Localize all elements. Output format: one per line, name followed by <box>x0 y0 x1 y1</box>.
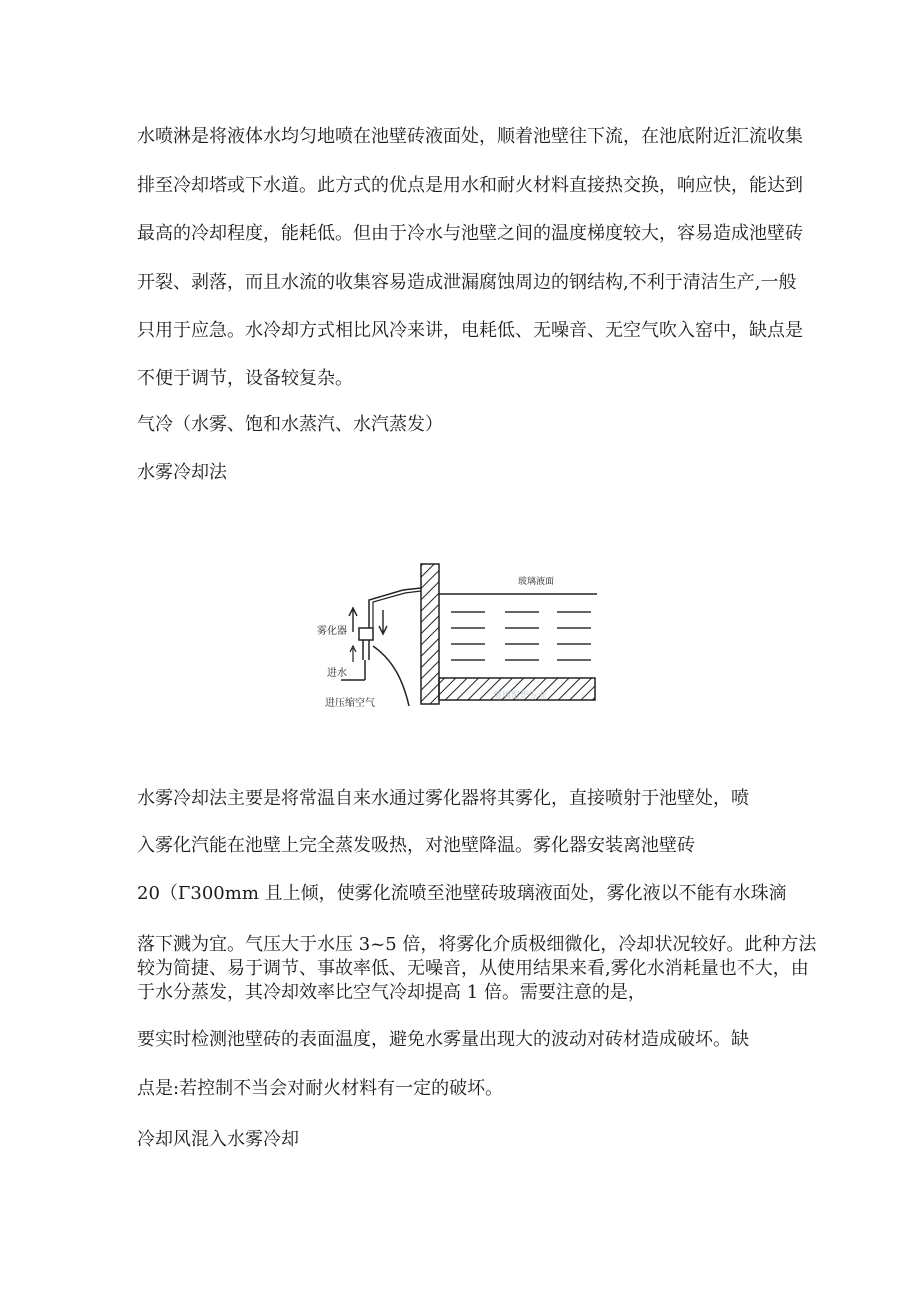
paragraph1-line: 水喷淋是将液体水均匀地喷在池壁砖液面处，顺着池壁往下流，在池底附近汇流收集 <box>137 126 803 147</box>
up-arrow <box>349 608 357 632</box>
heading-air-cooling: 气冷（水雾、饱和水蒸汽、水汽蒸发） <box>137 414 443 435</box>
heading-mixed-cooling: 冷却风混入水雾冷却 <box>137 1129 299 1150</box>
paragraph1-line: 排至冷却塔或下水道。此方式的优点是用水和耐火材料直接热交换，响应快，能达到 <box>137 175 803 196</box>
pool-wall <box>421 564 439 704</box>
paragraph1-line: 不便于调节，设备较复杂。 <box>137 368 353 389</box>
paragraph2-line: 较为简捷、易于调节、事故率低、无噪音，从使用结果来看,雾化水消耗量也不大，由 <box>137 958 809 979</box>
paragraph2-line: 20（Γ300mm 且上倾，使雾化流喷至池壁砖玻璃液面处，雾化液以不能有水珠滴 <box>137 883 787 904</box>
compressed-air-label: 进压缩空气 <box>325 698 375 709</box>
atomizer-label: 雾化器 <box>317 626 347 637</box>
paragraph2-line: 点是:若控制不当会对耐火材料有一定的破坏。 <box>137 1078 504 1099</box>
paragraph2-line: 要实时检测池壁砖的表面温度，避免水雾量出现大的波动对砖材造成破坏。缺 <box>137 1029 749 1050</box>
glass-surface-label: 玻璃液面 <box>518 577 555 587</box>
compressed-air-line <box>373 646 409 706</box>
paragraph2-line: 于水分蒸发，其冷却效率比空气冷却提高 1 倍。需要注意的是， <box>137 982 646 1003</box>
paragraph2-line: 入雾化汽能在池壁上完全蒸发吸热，对池壁降温。雾化器安装离池壁砖 <box>137 835 695 856</box>
paragraph1-line: 最高的冷却程度，能耗低。但由于冷水与池壁之间的温度梯度较大，容易造成池壁砖 <box>137 223 803 244</box>
watermark: 玻璃窑炉专业 <box>493 691 548 701</box>
heading-water-mist: 水雾冷却法 <box>137 462 227 483</box>
atomizer-body <box>359 628 373 640</box>
paragraph2-line: 水雾冷却法主要是将常温自来水通过雾化器将其雾化，直接喷射于池壁处，喷 <box>137 788 749 809</box>
down-arrow <box>379 610 387 634</box>
paragraph1-line: 只用于应急。水冷却方式相比风冷来讲，电耗低、无噪音、无空气吹入窑中，缺点是 <box>137 320 803 341</box>
glass-liquid-dashes <box>451 612 591 660</box>
water-inlet-label: 进水 <box>327 668 347 679</box>
paragraph1-line: 开裂、剥落，而且水流的收集容易造成泄漏腐蚀周边的钢结构,不利于清洁生产,一般 <box>137 272 797 293</box>
spray-pipe <box>369 588 421 628</box>
paragraph2-line: 落下溅为宜。气压大于水压 3~5 倍，将雾化介质极细微化，冷却状况较好。此种方法 <box>137 934 817 955</box>
water-mist-cooling-diagram <box>313 560 605 710</box>
